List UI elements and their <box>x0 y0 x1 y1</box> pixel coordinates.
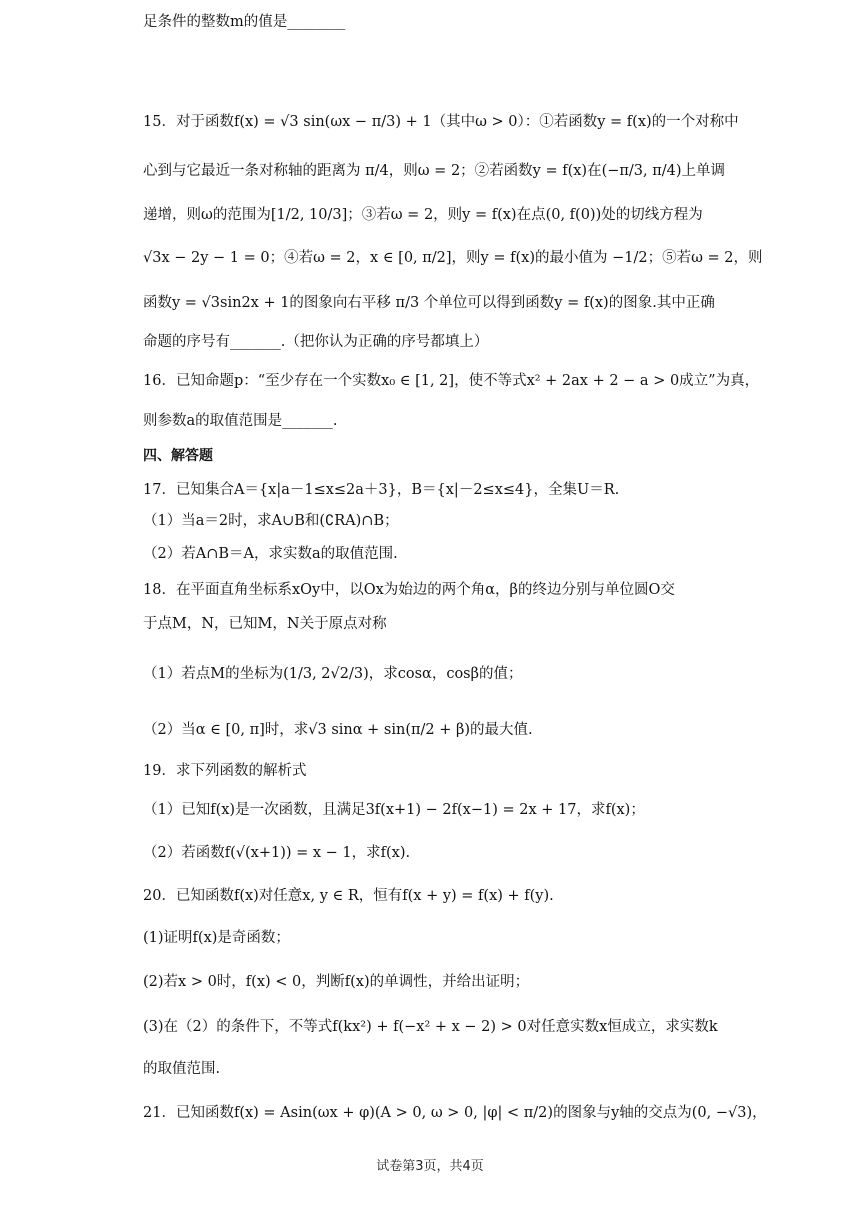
text-line: 心到与它最近一条对称轴的距离为 π/4，则ω = 2；②若函数y = f(x)在(−π/3, π/4)上单调 <box>143 163 726 179</box>
text-line: 17．已知集合A＝{x|a－1≤x≤2a＋3}，B＝{x|－2≤x≤4}，全集U＝R. <box>143 482 620 498</box>
text-line: 则参数a的取值范围是_______. <box>143 413 338 429</box>
text-line: 递增，则ω的范围为[1/2, 10/3]；③若ω = 2，则y = f(x)在点(0, f(0))处的切线方程为 <box>143 207 703 223</box>
text-line: 命题的序号有_______.（把你认为正确的序号都填上） <box>143 334 489 350</box>
text-line: 的取值范围. <box>143 1061 221 1077</box>
text-line: （1）已知f(x)是一次函数，且满足3f(x+1) − 2f(x−1) = 2x + 17，求f(x)； <box>143 802 645 818</box>
text-line: 20．已知函数f(x)对任意x, y ∈ R，恒有f(x + y) = f(x) + f(y). <box>143 888 554 904</box>
text-line: 16．已知命题p：“至少存在一个实数x₀ ∈ [1, 2]，使不等式x² + 2ax + 2 − a > 0成立”为真， <box>143 373 760 389</box>
text-line: （2）若A∩B＝A，求实数a的取值范围. <box>143 546 398 562</box>
text-line: 18．在平面直角坐标系xOy中，以Ox为始边的两个角α，β的终边分别与单位圆O交 <box>143 582 675 598</box>
text-line: 足条件的整数m的值是________ <box>143 14 346 30</box>
text-line: (3)在（2）的条件下，不等式f(kx²) + f(−x² + x − 2) > 0对任意实数x恒成立，求实数k <box>143 1019 718 1035</box>
text-line: （2）若函数f(√(x+1)) = x − 1，求f(x). <box>143 845 411 861</box>
text-line: √3x − 2y − 1 = 0；④若ω = 2，x ∈ [0, π/2]，则y = f(x)的最小值为 −1/2；⑤若ω = 2，则 <box>143 250 763 266</box>
text-line: （2）当α ∈ [0, π]时，求√3 sinα + sin(π/2 + β)的最大值. <box>143 722 533 738</box>
text-line: 19．求下列函数的解析式 <box>143 763 307 779</box>
text-line: 于点M，N，已知M，N关于原点对称 <box>143 616 387 632</box>
text-line: (2)若x > 0时，f(x) < 0，判断f(x)的单调性，并给出证明； <box>143 974 530 990</box>
text-line: 函数y = √3sin2x + 1的图象向右平移 π/3 个单位可以得到函数y = f(x)的图象.其中正确 <box>143 295 715 311</box>
page-footer: 试卷第3页，共4页 <box>376 1159 484 1174</box>
text-line: （1）若点M的坐标为(1/3, 2√2/3)，求cosα，cosβ的值； <box>143 666 523 682</box>
text-line: 21．已知函数f(x) = Asin(ωx + φ)(A > 0, ω > 0, |φ| < π/2)的图象与y轴的交点为(0, −√3)， <box>143 1105 767 1121</box>
text-line: (1)证明f(x)是奇函数； <box>143 930 290 946</box>
text-line: 15．对于函数f(x) = √3 sin(ωx − π/3) + 1（其中ω > 0）：①若函数y = f(x)的一个对称中 <box>143 114 739 130</box>
section-heading: 四、解答题 <box>143 448 213 464</box>
text-line: （1）当a＝2时，求A∪B和(∁RA)∩B； <box>143 513 399 529</box>
